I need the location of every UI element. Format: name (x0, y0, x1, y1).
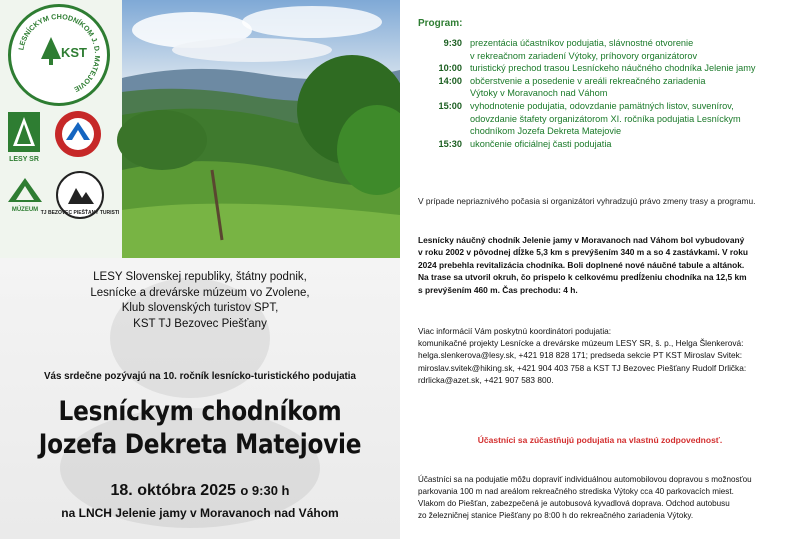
event-place: na LNCH Jelenie jamy v Moravanoch nad Váhom (61, 506, 339, 520)
program-time (418, 113, 470, 126)
event-date (0, 482, 400, 500)
lesy-sr-logo (8, 112, 40, 164)
transport-info (418, 474, 798, 522)
contact-line: Viac informácií Vám poskytnú koordinátori podujatia: (418, 326, 612, 336)
trail-info-line: 2024 prebehla revitalizácia chodníka. Boli doplnené nové náučné tabule a altánok. (418, 259, 745, 270)
trail-info-line: s prevýšením 460 m. Čas prechodu: 4 h. (418, 284, 578, 295)
program-time: 9:30 (443, 38, 462, 48)
trail-info-line: Lesnícky náučný chodník Jelenie jamy v Moravanoch nad Váhom bol vybudovaný (418, 235, 745, 245)
program-row (418, 138, 798, 151)
program-text: prezentácia účastníkov podujatia, slávnostné otvorenie (470, 38, 694, 48)
logo-column (0, 0, 122, 258)
trail-info (418, 234, 796, 296)
program-heading: Program: (418, 18, 463, 29)
contact-line: rdrlicka@azet.sk, +421 907 583 800. (418, 374, 554, 385)
contact-line: komunikačné projekty Lesnícke a drevárske múzeum LESY SR, š. p., Helga Šlenkerová: (418, 338, 744, 349)
weather-note: V prípade nepriaznivého počasia si organizátori vyhradzujú právo zmeny trasy a programu. (418, 196, 756, 206)
program-row (418, 87, 798, 100)
organizer-line: Klub slovenských turistov SPT, (121, 302, 279, 314)
event-title (28, 395, 372, 461)
program-time: 14:00 (438, 75, 462, 86)
program-text: chodníkom Jozefa Dekreta Matejovie (470, 126, 622, 137)
program-text: vyhodnotenie podujatia, odovzdanie pamätných listov, suvenírov, (470, 100, 734, 111)
right-panel (400, 0, 800, 539)
program-time (418, 125, 470, 138)
event-emblem-logo (8, 4, 110, 106)
program-text: ukončenie oficiálnej časti podujatia (470, 138, 612, 149)
invitation-text: Vás srdečne pozývajú na 10. ročník lesnícko-turistického podujatia (44, 371, 356, 382)
event-time-value: o 9:30 h (240, 483, 290, 498)
event-title-line2: Jozefa Dekreta Matejovie (38, 429, 362, 460)
forest-landscape-photo (122, 0, 400, 258)
organizer-line: LESY Slovenskej republiky, štátny podnik, (93, 271, 307, 283)
slovak-tourist-club-logo (54, 110, 102, 158)
lesy-sr-logo-text: LESY SR (9, 156, 39, 163)
contact-line: miroslav.svitek@hiking.sk, +421 904 403 758 a KST TJ Bezovec Piešťany Rudolf Drlička: (418, 362, 747, 373)
transport-line: parkovania 100 m nad areálom rekreačného strediska Výtoky cca 40 parkovacích miest. (418, 487, 734, 496)
transport-line: zo železničnej stanice Piešťany po 8:00 h do rekreačného zariadenia Výtoky. (418, 511, 694, 520)
tj-bezovec-logo-text: TJ BEZOVEC PIEŠŤANY TURISTI (40, 210, 120, 216)
event-title-line1: Lesníckym chodníkom (58, 396, 342, 427)
trail-info-line: Na trase sa utvoril okruh, čo prispelo k celkovému predĺženiu chodníka na 12,5 km (418, 272, 747, 283)
program-time (418, 50, 470, 63)
program-time: 15:00 (438, 100, 462, 111)
organizer-line: KST TJ Bezovec Piešťany (133, 317, 267, 330)
program-row (418, 75, 798, 88)
event-date-value: 18. októbra 2025 (110, 482, 236, 499)
organizer-line: Lesnícke a drevárske múzeum vo Zvolene, (90, 286, 310, 299)
contact-info (418, 325, 796, 386)
emblem-ring-text: LESNÍCKYM CHODNÍKOM J. D. MATEJOVIE (16, 11, 103, 95)
program-row (418, 37, 798, 50)
emblem-center-text: KST (61, 45, 87, 60)
program-time: 10:00 (438, 63, 462, 74)
program-time: 15:30 (438, 138, 462, 149)
svg-text:LESNÍCKYM CHODNÍKOM J. D. MATE (16, 12, 102, 94)
program-text: odovzdanie štafety organizátorom XI. ročníka podujatia Lesníckym (470, 113, 741, 124)
program-list (418, 37, 798, 150)
museum-logo-text: MÚZEUM (11, 207, 39, 213)
tj-bezovec-logo (40, 170, 120, 220)
trail-info-line: v roku 2002 v pôvodnej dĺžke 5,3 km s prevýšením 340 m a so 4 zastávkami. V roku (418, 247, 749, 258)
program-time (418, 87, 470, 100)
organizers-list (0, 270, 400, 332)
program-row (418, 100, 798, 113)
program-row (418, 113, 798, 126)
transport-line: Vlakom do Piešťan, zabezpečená je autobusová kyvadlová doprava. Odchod autobusu (418, 499, 730, 508)
contact-line: helga.slenkerova@lesy.sk, +421 918 828 171; predseda sekcie PT KST Miroslav Svitek: (418, 350, 743, 361)
program-row (418, 50, 798, 63)
emblem-ring (11, 7, 107, 103)
program-row (418, 125, 798, 138)
transport-line: Účastníci sa na podujatie môžu dopraviť individuálnou automobilovou dopravou s možnosťou (418, 475, 752, 484)
program-row (418, 62, 798, 75)
program-text: turistický prechod trasou Lesníckeho náučného chodníka Jelenie jamy (470, 63, 756, 74)
liability-warning: Účastníci sa zúčastňujú podujatia na vlastnú zodpovednosť. (477, 435, 723, 445)
program-text: občerstvenie a posedenie v areáli rekreačného zariadenia (470, 75, 706, 86)
program-text: Výtoky v Moravanoch nad Váhom (470, 88, 608, 99)
program-text: v rekreačnom zariadení Výtoky, príhovory organizátorov (470, 50, 698, 61)
museum-logo (4, 176, 46, 214)
